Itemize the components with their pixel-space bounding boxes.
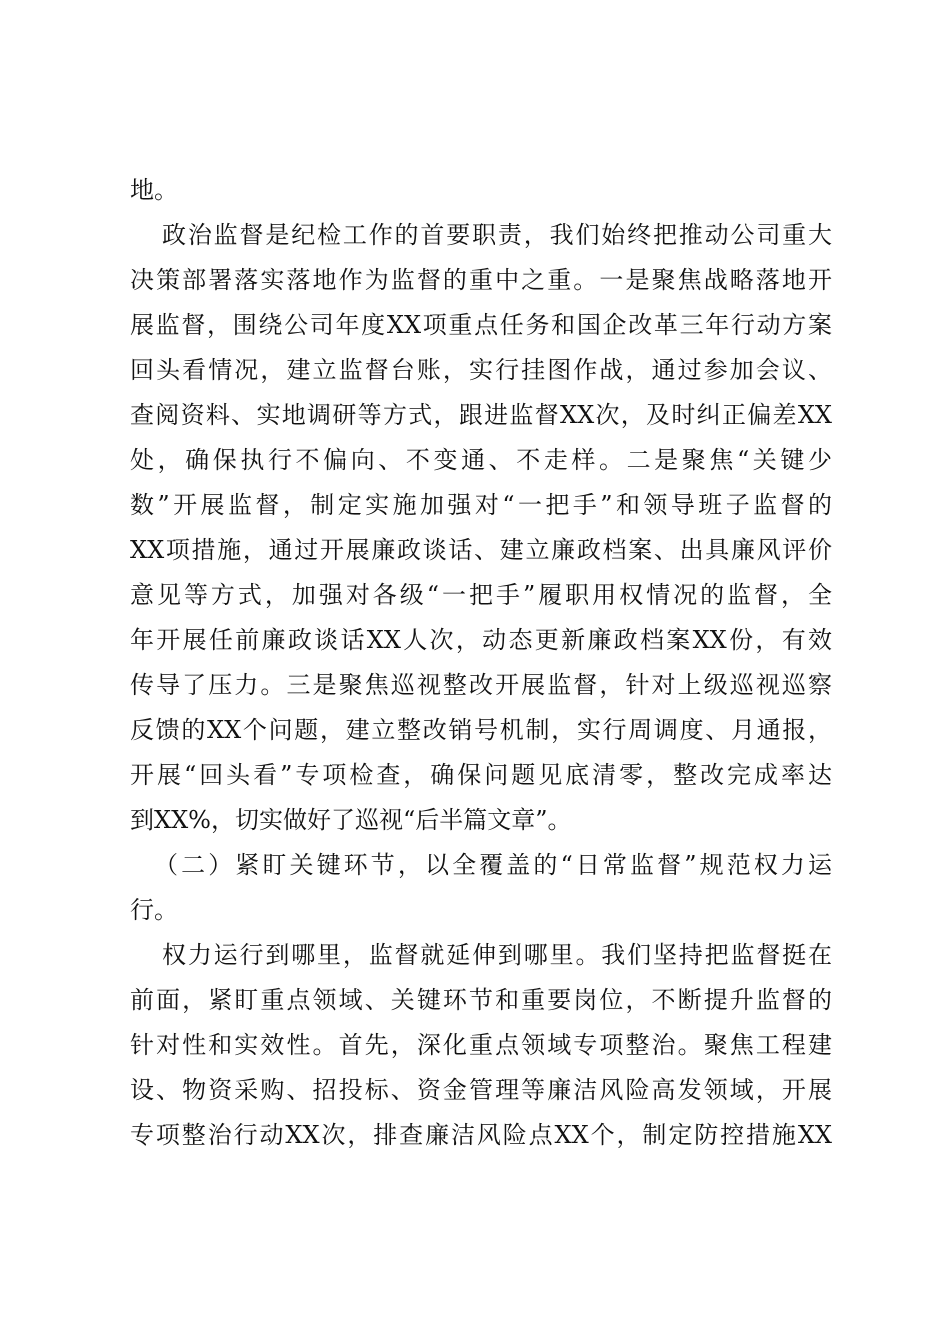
text-line: 数”开展监督，制定实施加强对“一把手”和领导班子监督的 <box>130 491 832 519</box>
text-line: 反馈的XX个问题，建立整改销号机制，实行周调度、月通报， <box>130 716 832 744</box>
text-line: 展监督，围绕公司年度XX项重点任务和国企改革三年行动方案 <box>130 311 832 339</box>
text-line: 设、物资采购、招投标、资金管理等廉洁风险高发领域，开展 <box>130 1076 832 1104</box>
text-line: 传导了压力。三是聚焦巡视整改开展监督，针对上级巡视巡察 <box>130 671 832 699</box>
text-line: 决策部署落实落地作为监督的重中之重。一是聚焦战略落地开 <box>130 266 832 294</box>
text-line: 权力运行到哪里，监督就延伸到哪里。我们坚持把监督挺在 <box>162 941 832 969</box>
text-line: 专项整治行动XX次，排查廉洁风险点XX个，制定防控措施XX <box>130 1121 832 1149</box>
section-heading <box>130 843 832 933</box>
text-line: 政治监督是纪检工作的首要职责，我们始终把推动公司重大 <box>162 221 832 249</box>
text-line: XX项措施，通过开展廉政谈话、建立廉政档案、出具廉风评价 <box>130 536 832 564</box>
text-line: 针对性和实效性。首先，深化重点领域专项整治。聚焦工程建 <box>130 1031 832 1059</box>
paragraph <box>130 213 832 843</box>
document-page <box>130 168 832 1158</box>
text-line: 意见等方式，加强对各级“一把手”履职用权情况的监督，全 <box>130 581 832 609</box>
text-line: 到XX%，切实做好了巡视“后半篇文章”。 <box>130 806 572 834</box>
text-line: 前面，紧盯重点领域、关键环节和重要岗位，不断提升监督的 <box>130 986 832 1014</box>
text-line: （二）紧盯关键环节，以全覆盖的“日常监督”规范权力运 <box>154 851 832 879</box>
text-line: 回头看情况，建立监督台账，实行挂图作战，通过参加会议、 <box>130 356 832 384</box>
text-line: 年开展任前廉政谈话XX人次，动态更新廉政档案XX份，有效 <box>130 626 832 654</box>
text-line: 开展“回头看”专项检查，确保问题见底清零，整改完成率达 <box>130 761 832 789</box>
text-line: 地。 <box>130 176 178 204</box>
text-line: 行。 <box>130 896 178 924</box>
text-line: 处，确保执行不偏向、不变通、不走样。二是聚焦“关键少 <box>130 446 832 474</box>
paragraph <box>130 168 832 213</box>
paragraph <box>130 933 832 1158</box>
text-line: 查阅资料、实地调研等方式，跟进监督XX次，及时纠正偏差XX <box>130 401 832 429</box>
